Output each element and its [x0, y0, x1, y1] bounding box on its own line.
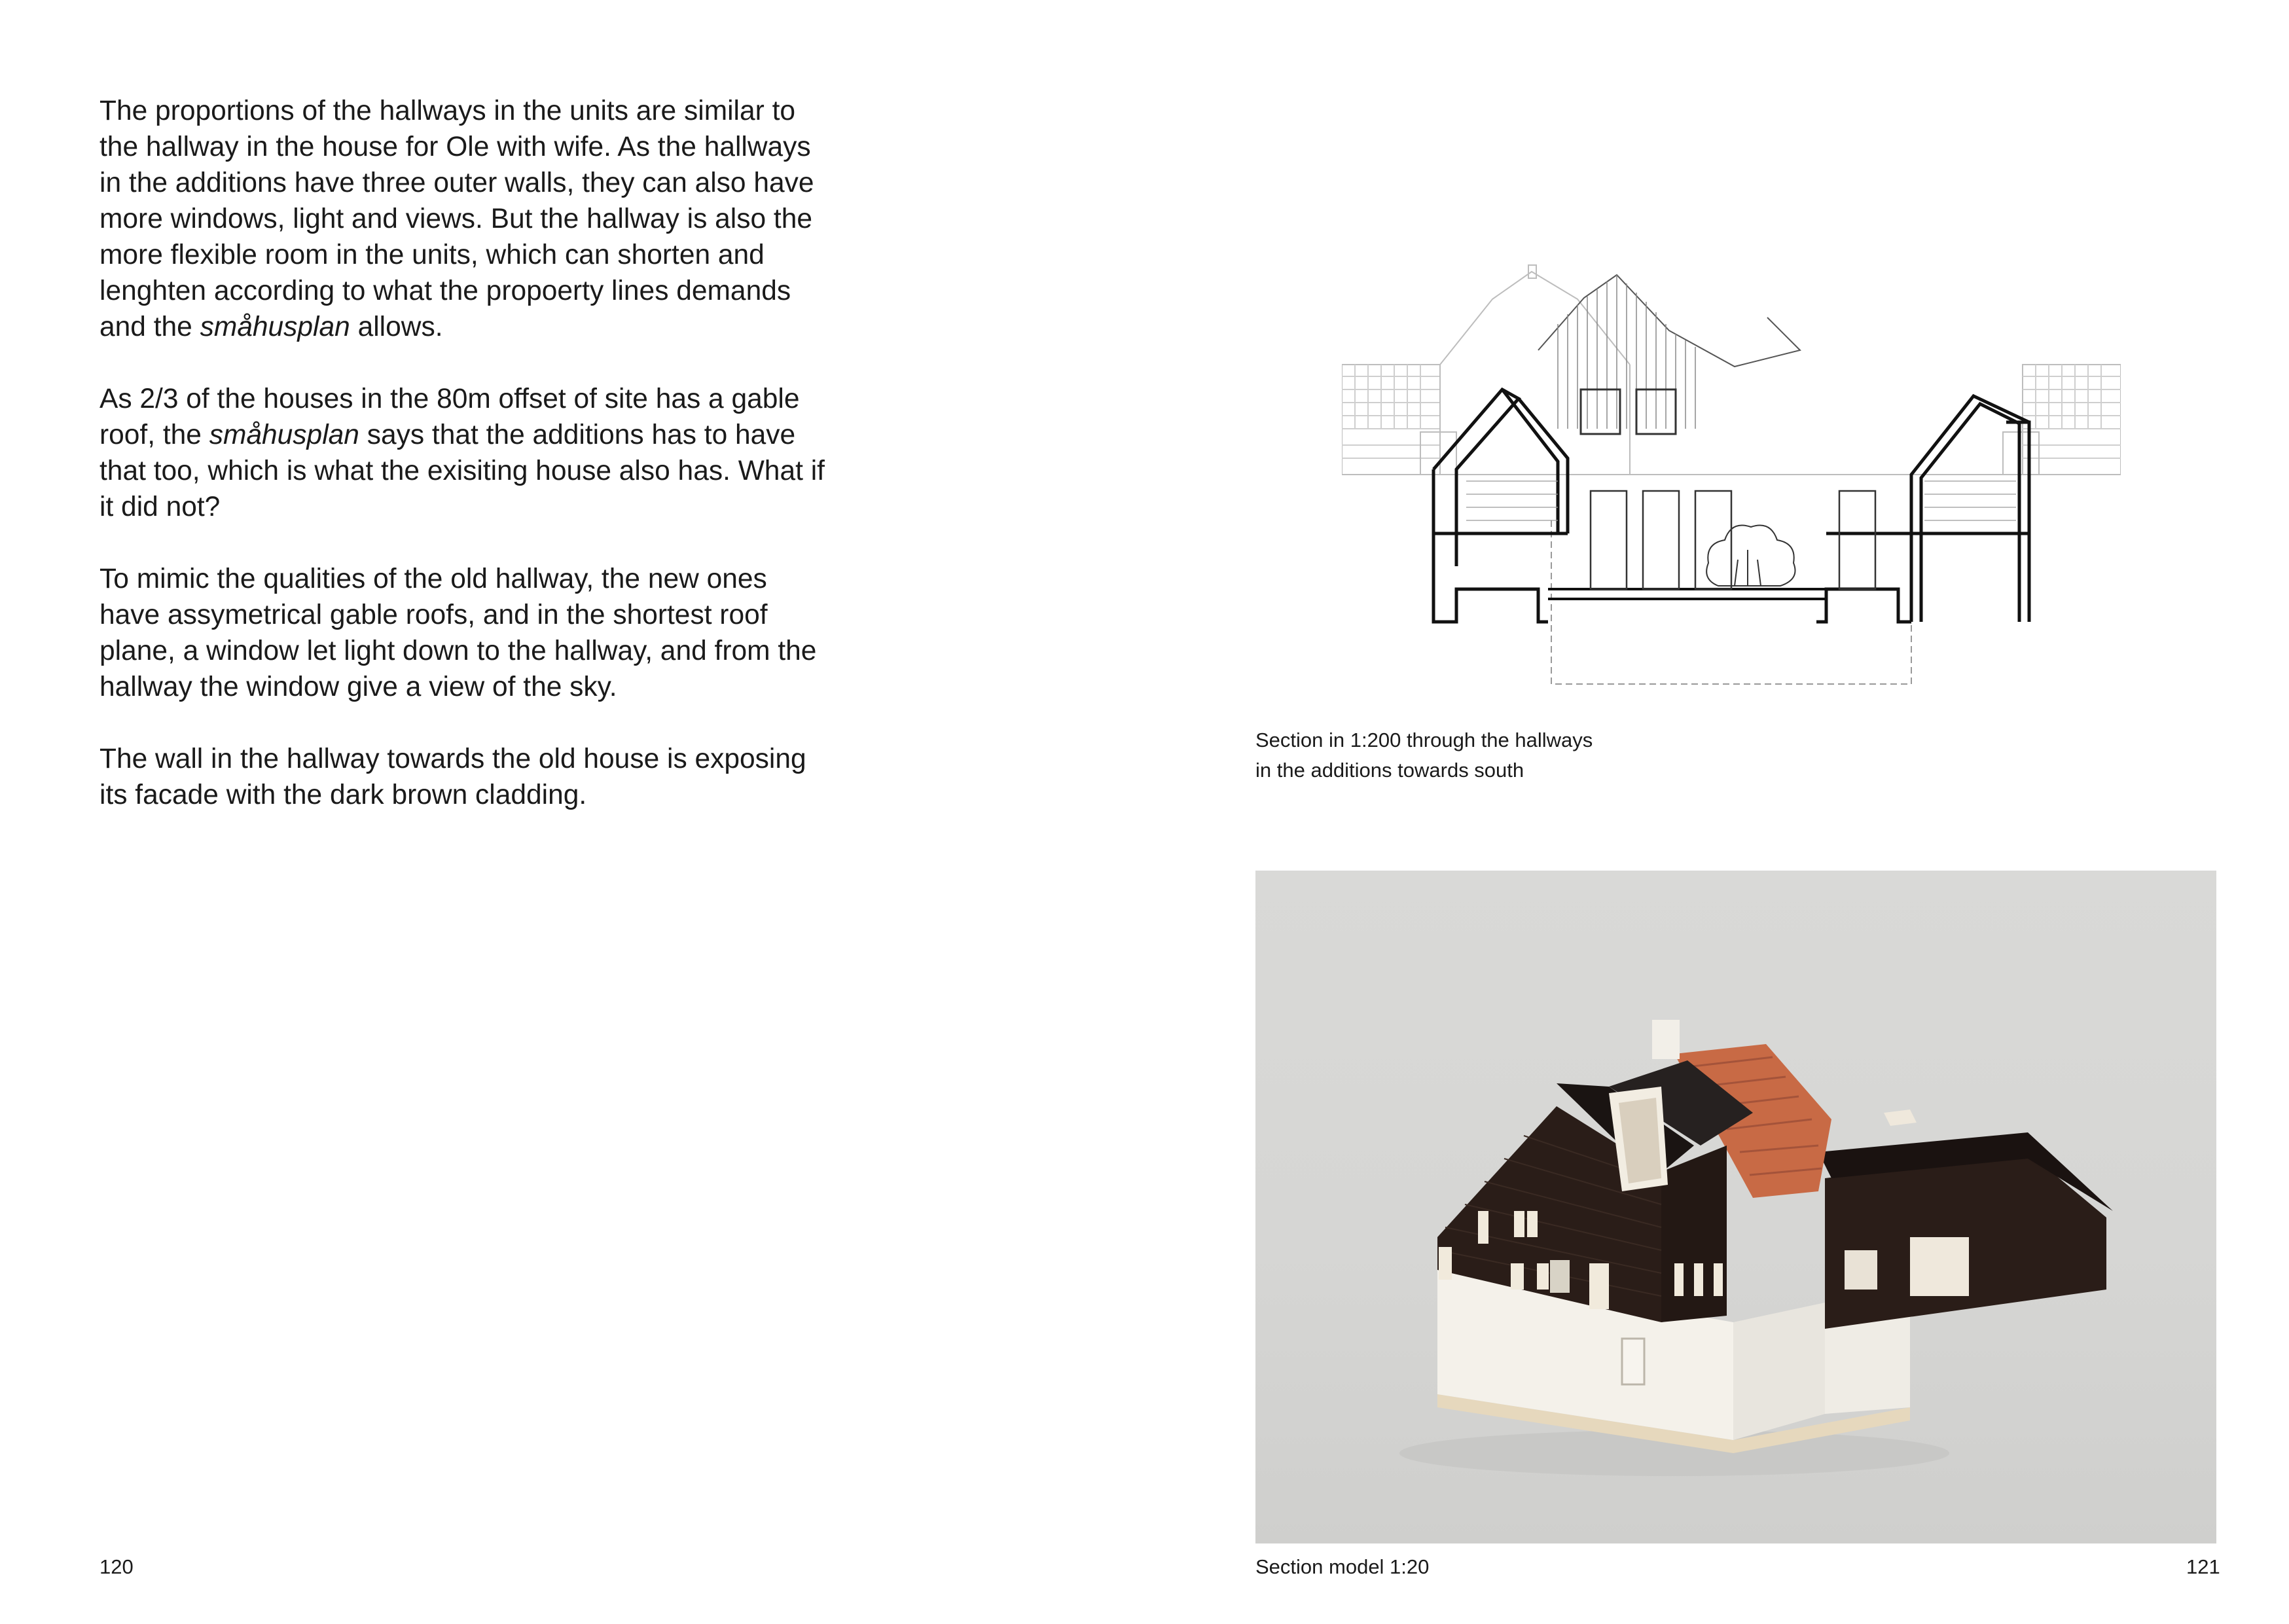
left-page	[0, 0, 1144, 1624]
page-number-right: 121	[2186, 1555, 2220, 1578]
section-drawing	[1342, 259, 2121, 691]
paragraph-4: The wall in the hallway towards the old house is exposing its facade with the dark brown cladding.	[99, 744, 806, 810]
section-caption-line-1: Section in 1:200 through the hallways	[1255, 729, 1593, 751]
section-caption	[1255, 725, 1593, 785]
model-photograph	[1255, 871, 2216, 1543]
paragraph-2: As 2/3 of the houses in the 80m offset of site has a gable roof, the småhusplan says that the additions has to have that too, which is what the exisiting house also has. What if it did not?	[99, 384, 825, 522]
photo-caption: Section model 1:20	[1255, 1555, 1430, 1578]
section-caption-line-2: in the additions towards south	[1255, 759, 1524, 782]
page-number-left: 120	[99, 1555, 134, 1578]
paragraph-3: To mimic the qualities of the old hallway, the new ones have assymetrical gable roofs, and in the shortest roof plane, a window let light down to the hallway, and from the hallway the window give a view of the sky.	[99, 564, 817, 702]
house-model-illustration	[1255, 871, 2216, 1543]
body-text	[99, 93, 826, 849]
paragraph-1: The proportions of the hallways in the units are similar to the hallway in the house for Ole with wife. As the hallways in the additions have three outer walls, they can also have more windows, light and views. But the hallway is also the more flexible room in the units, which can shorten and lenghten according to what the propoerty lines demands and the småhusplan allows.	[99, 96, 814, 342]
